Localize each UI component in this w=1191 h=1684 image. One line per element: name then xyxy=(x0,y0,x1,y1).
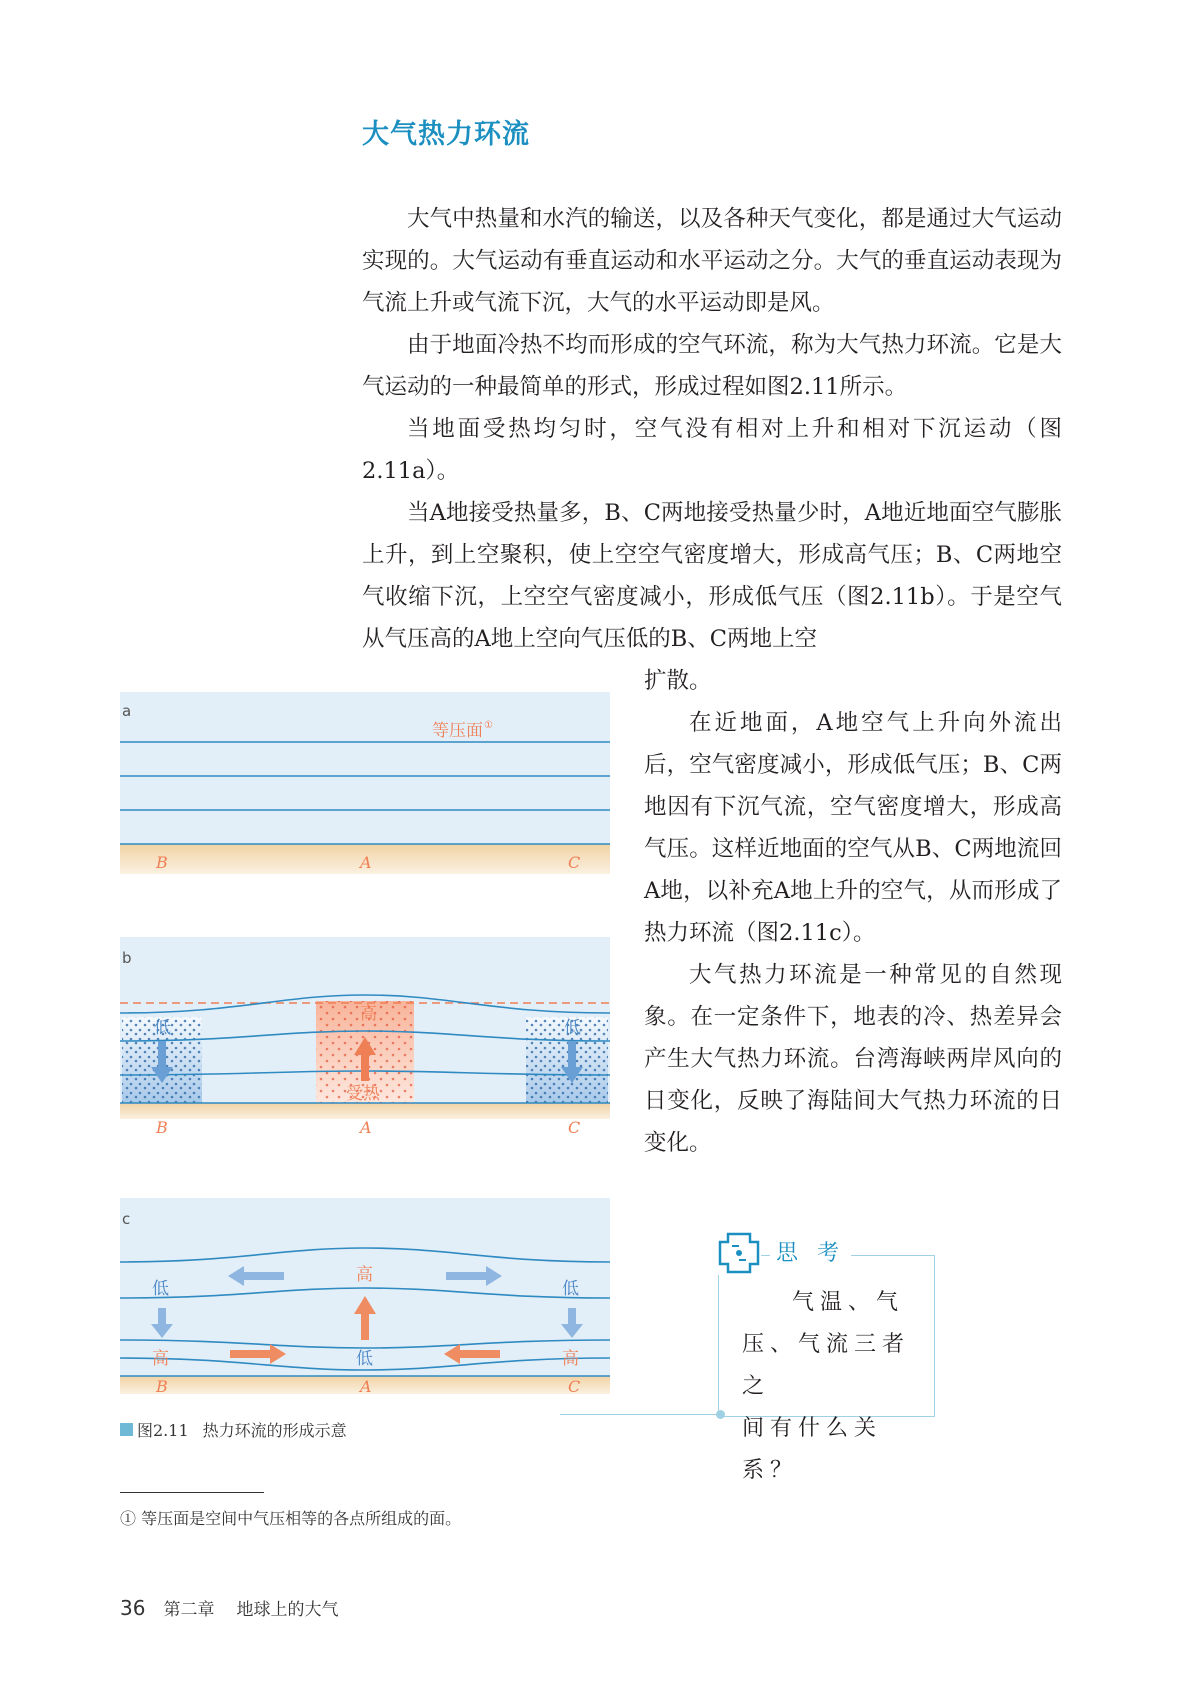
point-b-label: B xyxy=(156,1118,168,1137)
page-footer xyxy=(120,1595,338,1620)
footnote: ① 等压面是空间中气压相等的各点所组成的面。 xyxy=(120,1509,462,1528)
ground xyxy=(120,1103,610,1119)
paragraph: 当A地接受热量多，B、C两地接受热量少时，A地近地面空气膨胀上升，到上空聚积，使上空空气密度增大，形成高气压；B、C两地空气收缩下沉，上空空气密度减小，形成低气压（图2.11b）。于是空气从气压高的A地上空向气压低的B、C两地上空 xyxy=(362,500,1062,652)
high-pressure-label: 高 xyxy=(356,1265,373,1285)
low-pressure-label: 低 xyxy=(356,1349,373,1369)
panel-label: b xyxy=(122,949,132,967)
think-title: 思 考 xyxy=(770,1236,851,1267)
low-pressure-label: 低 xyxy=(154,1018,171,1038)
connector-line xyxy=(560,1414,720,1415)
isobar-label: 等压面 xyxy=(432,721,483,741)
side-text xyxy=(644,660,1062,1164)
footnote-rule xyxy=(120,1492,264,1493)
section-title: 大气热力环流 xyxy=(362,119,530,150)
paragraph: 在近地面，A地空气上升向外流出后，空气密度减小，形成低气压；B、C两地因有下沉气流，空气密度增大，形成高气压。这样近地面的空气从B、C两地流回A地，以补充A地上升的空气，从而形成了热力环流（图2.11c）。 xyxy=(644,710,1062,946)
think-line: 气温、气 xyxy=(792,1290,905,1315)
high-pressure-label: 高 xyxy=(152,1349,169,1369)
low-pressure-label: 低 xyxy=(562,1279,579,1299)
low-pressure-label: 低 xyxy=(152,1279,169,1299)
figure-panel-a xyxy=(120,692,610,874)
figure-caption xyxy=(120,1418,347,1441)
figure-panel-b xyxy=(120,937,610,1137)
point-b-label: B xyxy=(156,1377,168,1396)
panel-label: c xyxy=(122,1210,131,1228)
figure-panel-c xyxy=(120,1198,610,1402)
main-text xyxy=(362,198,1062,660)
think-icon xyxy=(716,1230,762,1276)
low-pressure-label: 低 xyxy=(564,1018,581,1038)
high-pressure-label: 高 xyxy=(360,1004,377,1024)
point-a-label: A xyxy=(360,853,372,872)
footnote-mark: ① xyxy=(484,720,493,731)
high-pressure-label: 高 xyxy=(562,1349,579,1369)
point-c-label: C xyxy=(568,853,581,872)
point-a-label: A xyxy=(360,1118,372,1137)
think-line: 间有什么关系？ xyxy=(742,1416,883,1483)
paragraph: 当地面受热均匀时，空气没有相对上升和相对下沉运动（图2.11a）。 xyxy=(362,416,1062,484)
connector-dot xyxy=(716,1410,725,1419)
heated-label: 受热 xyxy=(346,1084,380,1104)
chapter-label: 第二章 xyxy=(163,1600,215,1620)
caption-text: 热力环流的形成示意 xyxy=(202,1421,347,1440)
think-line: 压、气流三者之 xyxy=(742,1332,911,1399)
page-number: 36 xyxy=(120,1596,146,1620)
point-c-label: C xyxy=(568,1118,581,1137)
point-c-label: C xyxy=(568,1377,581,1396)
sky-area xyxy=(120,692,610,844)
paragraph: 扩散。 xyxy=(644,668,712,694)
chapter-title: 地球上的大气 xyxy=(236,1600,339,1620)
paragraph: 大气中热量和水汽的输送，以及各种天气变化，都是通过大气运动实现的。大气运动有垂直运动和水平运动之分。大气的垂直运动表现为气流上升或气流下沉，大气的水平运动即是风。 xyxy=(362,206,1062,316)
caption-square-icon xyxy=(120,1423,133,1436)
point-b-label: B xyxy=(156,853,168,872)
paragraph: 由于地面冷热不均而形成的空气环流，称为大气热力环流。它是大气运动的一种最简单的形式，形成过程如图2.11所示。 xyxy=(362,332,1062,400)
panel-label: a xyxy=(122,702,132,720)
caption-number: 图2.11 xyxy=(137,1421,189,1440)
think-question xyxy=(742,1282,912,1492)
point-a-label: A xyxy=(360,1377,372,1396)
paragraph: 大气热力环流是一种常见的自然现象。在一定条件下，地表的冷、热差异会产生大气热力环流。台湾海峡两岸风向的日变化，反映了海陆间大气热力环流的日变化。 xyxy=(644,962,1062,1156)
